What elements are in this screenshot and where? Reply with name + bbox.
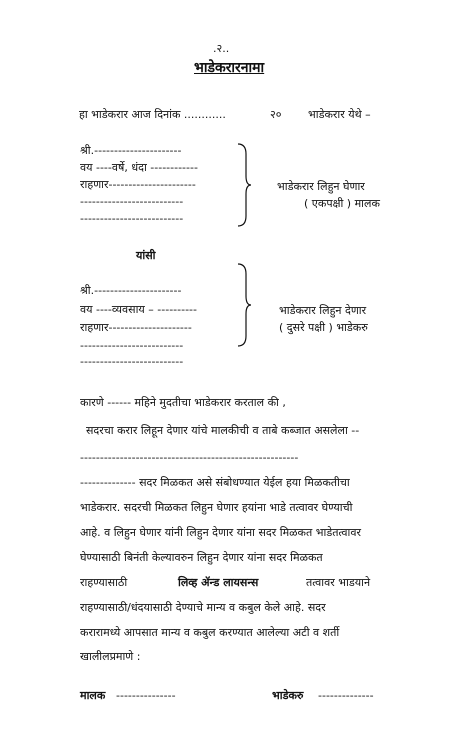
curly-brace-icon <box>236 142 252 228</box>
tenant-role-line2: ( एकपक्षी ) मालक <box>304 197 380 210</box>
body-line: आहे. व लिहुन घेणार यांनी लिहुन देणार यांना सदर मिळकत भाडेतत्वावर <box>80 526 361 539</box>
body-line: सदरचा करार लिहून देणार यांचे मालकीची व ताबे कब्जात असलेला -- <box>86 424 360 437</box>
body-line: राहण्यासाठी/धंदयासाठी देण्याचे मान्य व कबुल केले आहे. सदर <box>80 601 326 614</box>
body-line-prefix: राहण्यासाठी <box>80 576 128 589</box>
landlord-age-line: वय ----व्यवसाय – ---------- <box>80 303 197 316</box>
license-term: लिव्ह ॲन्ड लायसन्स <box>178 576 259 589</box>
tenant-age-line: वय ----वर्षे, धंदा ------------ <box>80 161 198 174</box>
tenant-residence-line: राहणार---------------------- <box>80 178 196 191</box>
intro-year: २० <box>270 108 282 121</box>
tenant-extra-line: -------------------------- <box>80 195 184 208</box>
owner-label: मालक <box>80 689 106 702</box>
document-title: भाडेकरारनामा <box>194 60 265 76</box>
body-line: भाडेकरार. सदरची मिळकत लिहुन घेणार हयांना भाडे तत्वावर घेण्याची <box>80 501 353 514</box>
tenant-extra-line: -------------------------- <box>80 212 184 225</box>
landlord-name-line: श्री.---------------------- <box>80 284 182 297</box>
intro-suffix: भाडेकरार येथे – <box>308 108 371 121</box>
landlord-role-line2: ( दुसरे पक्षी ) भाडेकरु <box>279 321 368 334</box>
owner-signature-line: --------------- <box>116 689 176 702</box>
landlord-role-line1: भाडेकरार लिहुन देणार <box>279 304 367 317</box>
curly-brace-icon <box>236 262 252 348</box>
tenant-role-line1: भाडेकरार लिहुन घेणार <box>277 180 365 193</box>
page-number: .२.. <box>213 42 230 55</box>
body-line: खालीलप्रमाणे : <box>80 650 141 663</box>
tenant-label: भाडेकरु <box>272 689 304 702</box>
yansi-label: यांसी <box>136 249 156 262</box>
body-line: ------------------------------------------------------- <box>80 451 299 464</box>
landlord-residence-line: राहणार--------------------- <box>80 321 192 334</box>
body-line: घेण्यासाठी बिनंती केल्यावरुन लिहुन देणार यांना सदर मिळकत <box>80 551 323 564</box>
intro-prefix: हा भाडेकरार आज दिनांक ............ <box>79 108 226 121</box>
tenant-signature-line: -------------- <box>318 689 374 702</box>
body-line: -------------- सदर मिळकत असे संबोधण्यात येईल हया मिळकतीचा <box>80 476 350 489</box>
landlord-extra-line: -------------------------- <box>80 355 184 368</box>
landlord-extra-line: -------------------------- <box>80 339 184 352</box>
body-line: कारणे ------ महिने मुदतीचा भाडेकरार करताल की , <box>80 396 286 409</box>
tenant-name-line: श्री.---------------------- <box>80 144 182 157</box>
body-line: करारामध्ये आपसात मान्य व कबुल करण्यात आलेल्या अटी व शर्ती <box>80 626 340 639</box>
body-line-suffix: तत्वावर भाडयाने <box>306 576 371 589</box>
